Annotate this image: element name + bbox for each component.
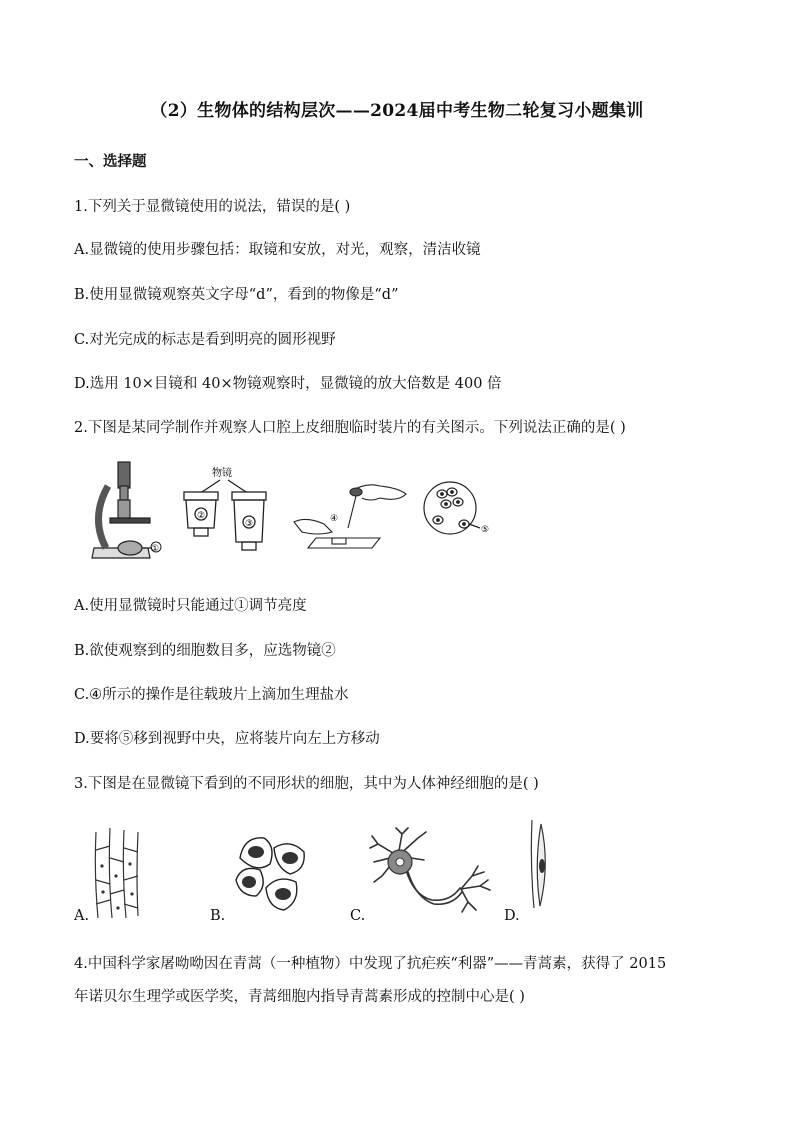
objective-lens-short xyxy=(184,480,246,536)
label-m1: ① xyxy=(151,544,160,554)
q4-stem-line2: 年诺贝尔生理学或医学奖，青蒿细胞内指导青蒿素形成的控制中心是( ) xyxy=(74,989,525,1005)
q4-stem-line1: 4.中国科学家屠呦呦因在青蒿（一种植物）中发现了抗疟疾“利器”——青蒿素，获得了 2015 xyxy=(74,956,667,972)
label-m3: ③ xyxy=(245,519,254,529)
cell-figure-c xyxy=(368,826,494,920)
q1-option-b: B.使用显微镜观察英文字母“d”，看到的物像是“d” xyxy=(74,287,399,303)
q3-choice-b: B. xyxy=(210,908,226,924)
cell-figure-b xyxy=(230,828,310,920)
q2-figure xyxy=(80,458,520,563)
cell-figure-a xyxy=(94,828,140,920)
page-title: （2）生物体的结构层次——2024届中考生物二轮复习小题集训 xyxy=(150,101,644,121)
q2-option-a: A.使用显微镜时只能通过①调节亮度 xyxy=(74,598,307,614)
cell-figure-d xyxy=(526,818,556,910)
q2-stem: 2.下图是某同学制作并观察人口腔上皮细胞临时装片的有关图示。下列说法正确的是( ) xyxy=(74,420,626,436)
q2-option-c: C.④所示的操作是往载玻片上滴加生理盐水 xyxy=(74,687,349,703)
q1-option-d: D.选用 10×目镜和 40×物镜观察时，显微镜的放大倍数是 400 倍 xyxy=(74,376,502,392)
section-heading: 一、选择题 xyxy=(74,153,147,170)
label-m4: ④ xyxy=(330,514,339,524)
q2-option-d: D.要将⑤移到视野中央，应将装片向左上方移动 xyxy=(74,731,380,747)
q3-choice-a: A. xyxy=(74,908,90,924)
q1-option-a: A.显微镜的使用步骤包括：取镜和安放，对光，观察，清洁收镜 xyxy=(74,242,481,258)
q3-choice-c: C. xyxy=(350,908,366,924)
q2-option-b: B.欲使观察到的细胞数目多，应选物镜② xyxy=(74,643,336,659)
q3-stem: 3.下图是在显微镜下看到的不同形状的细胞，其中为人体神经细胞的是( ) xyxy=(74,776,539,792)
microscope-field-view xyxy=(424,482,480,534)
label-m5: ⑤ xyxy=(481,525,490,535)
label-m2: ② xyxy=(197,511,206,521)
q3-choice-d: D. xyxy=(504,908,520,924)
q1-option-c: C.对光完成的标志是看到明亮的圆形视野 xyxy=(74,332,336,348)
dropper-slide-illustration xyxy=(294,485,406,548)
label-objective: 物镜 xyxy=(212,468,232,479)
q1-stem: 1.下列关于显微镜使用的说法，错误的是( ) xyxy=(74,199,351,215)
